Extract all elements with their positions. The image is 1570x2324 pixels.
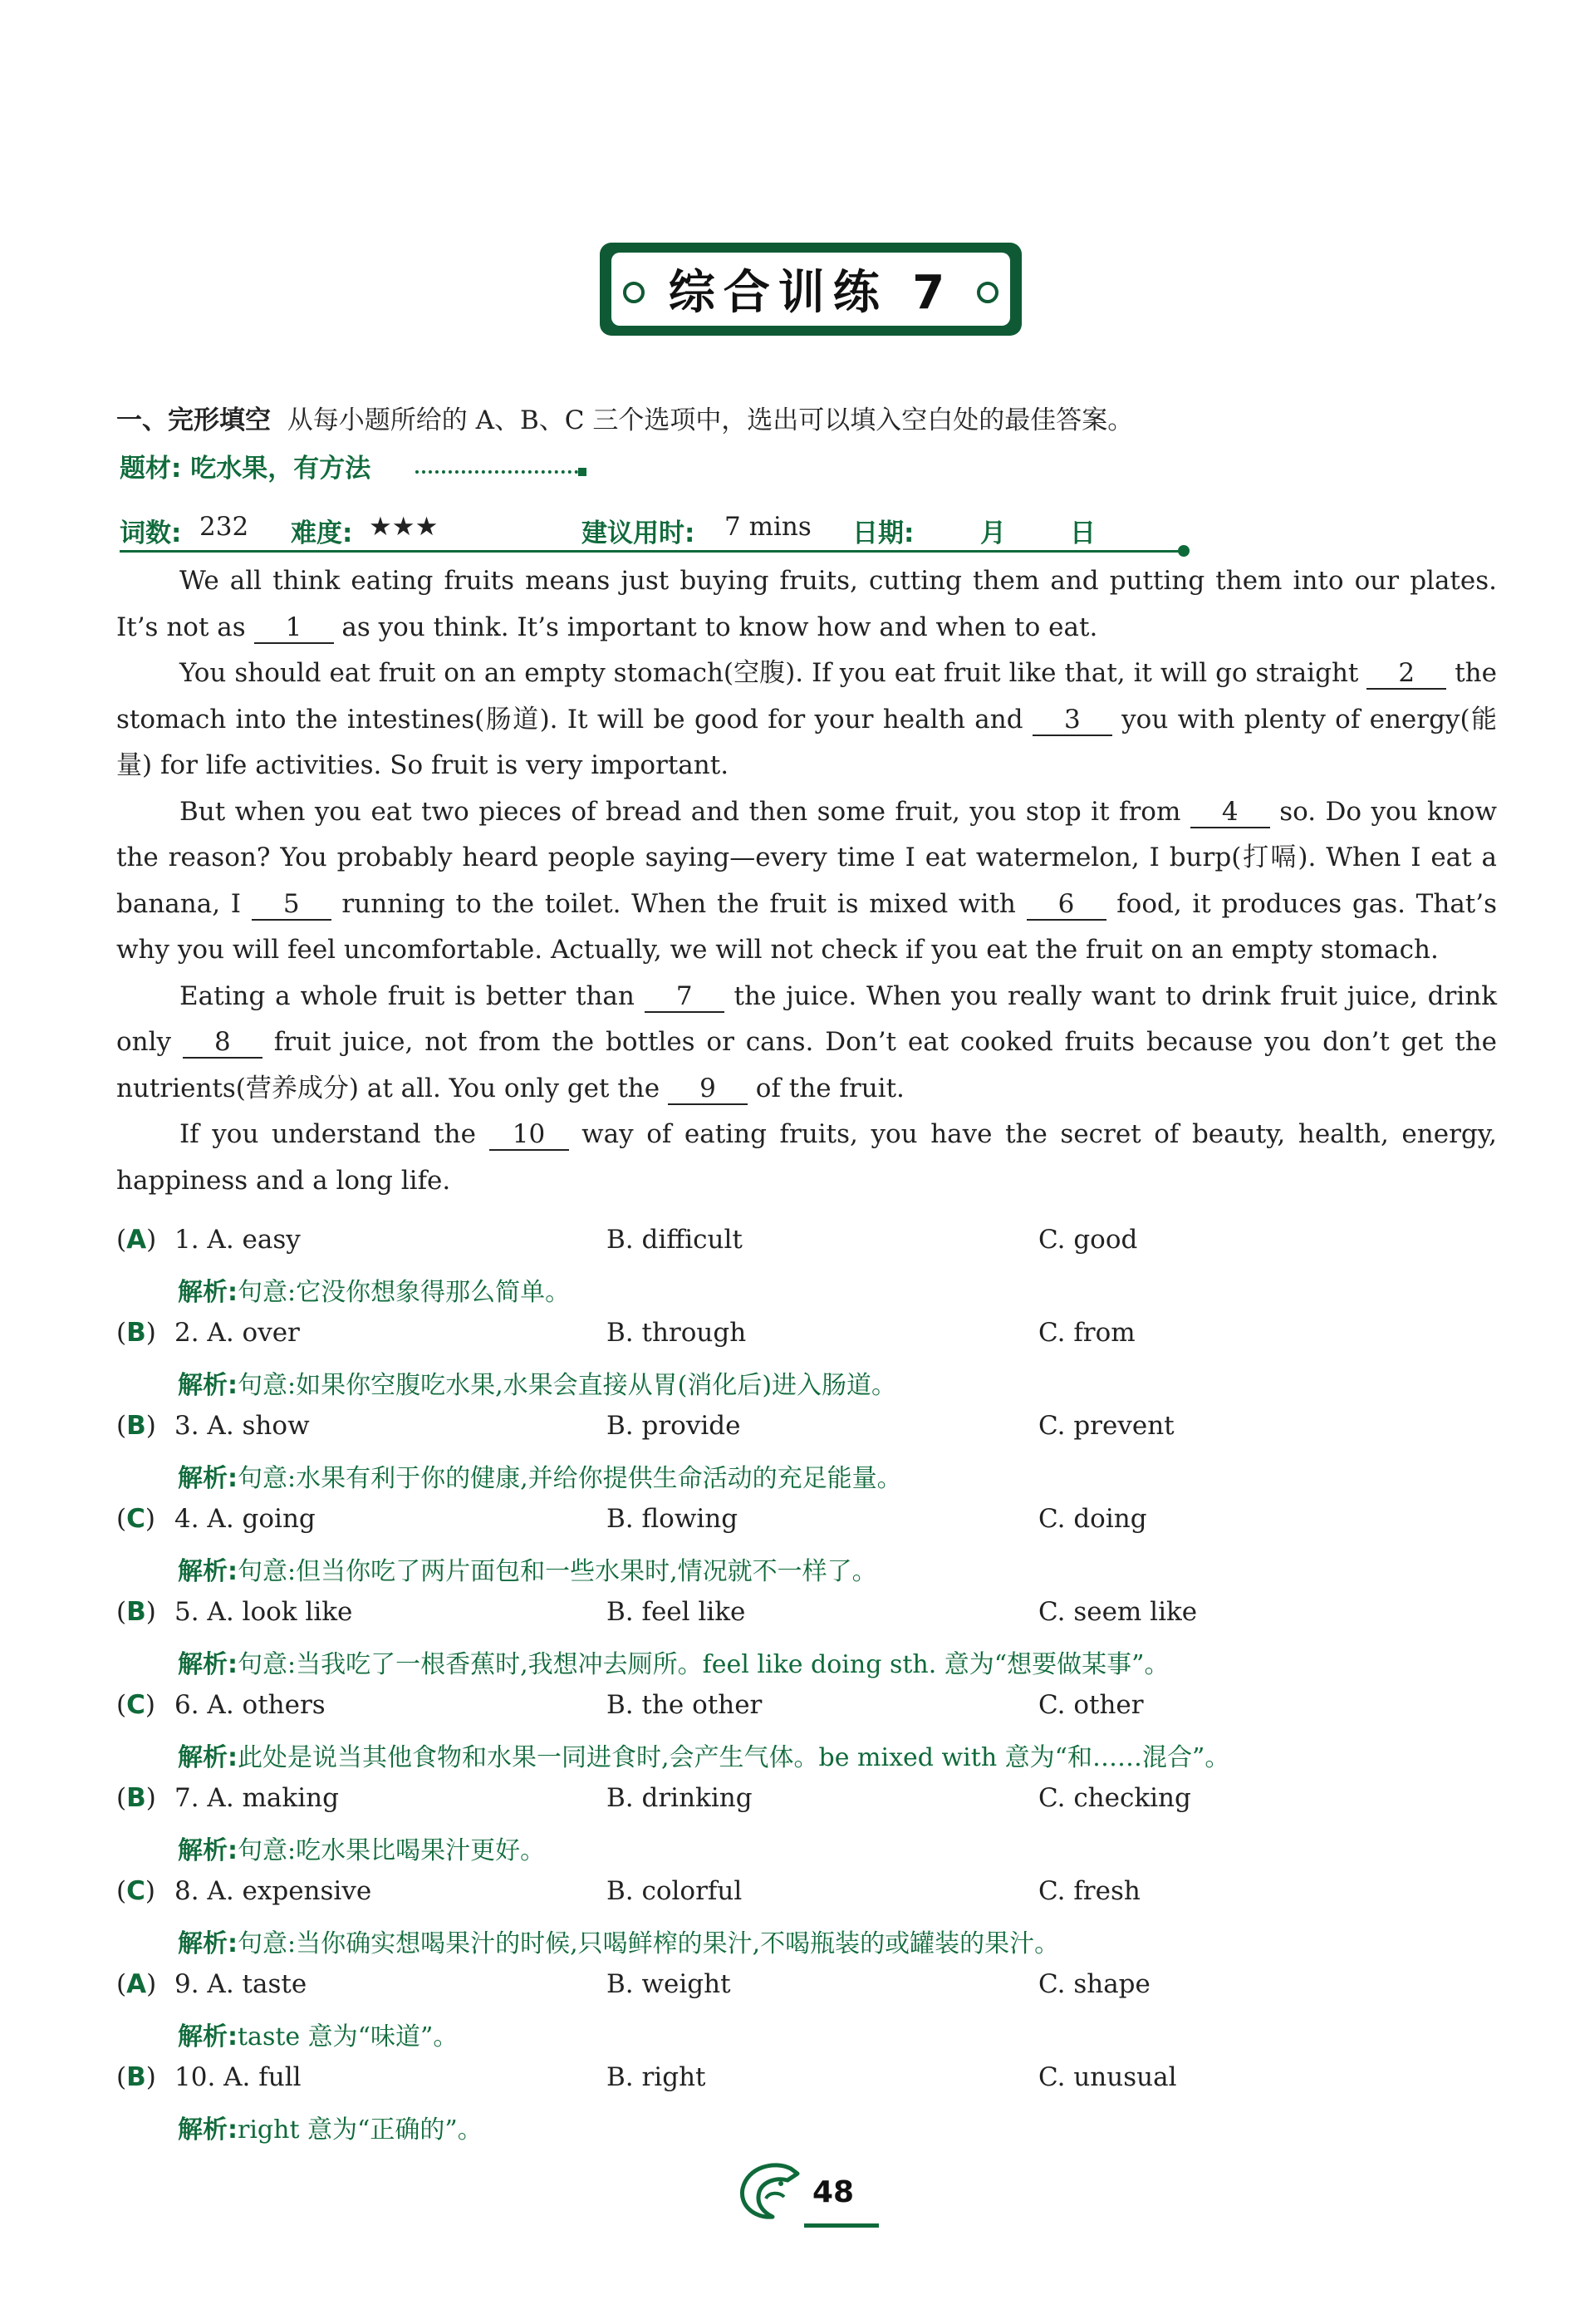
option-c: C. good	[1038, 1225, 1138, 1255]
answer-letter: A	[126, 1969, 147, 1999]
explanation-text: 此处是说当其他食物和水果一同进食时,会产生气体。be mixed with 意为“和……混合”。	[238, 1743, 1230, 1772]
explanation-label: 解析:	[178, 1650, 238, 1679]
question-row	[116, 1597, 1495, 1639]
answer-letter: C	[126, 1504, 145, 1534]
passage-text: fruit juice, not from the bottles or cans. Don’t eat cooked fruits because you don’t get the nutrients(营养成分) at all. You only get the	[116, 1027, 1497, 1103]
blank-2: 2	[1366, 658, 1446, 690]
section-header	[116, 399, 1133, 436]
explanation	[178, 1830, 1490, 1866]
option-c: C. other	[1038, 1690, 1144, 1720]
title-banner	[600, 243, 1022, 336]
answer-letter: B	[126, 1783, 146, 1813]
explanation-text: 句意:它没你想象得那么简单。	[238, 1278, 571, 1307]
explanation	[178, 1364, 1490, 1401]
option-a: 8. A. expensive	[174, 1876, 372, 1906]
option-c: C. prevent	[1038, 1411, 1175, 1441]
meta-end-dot-icon	[1178, 545, 1190, 557]
option-b: B. the other	[606, 1690, 763, 1720]
answer-paren: (B)	[116, 1597, 156, 1627]
blank-6: 6	[1027, 889, 1106, 921]
passage-paragraph-3	[116, 789, 1497, 974]
date-day: 日	[1070, 518, 1096, 548]
passage-paragraph-1	[116, 558, 1497, 651]
passage-text: as you think. It’s important to know how and when to eat.	[333, 612, 1098, 642]
meta-bar	[120, 512, 1183, 553]
passage-text: of the fruit.	[747, 1073, 905, 1103]
option-c: C. from	[1038, 1318, 1136, 1348]
blank-7: 7	[645, 981, 724, 1013]
option-c: C. unusual	[1038, 2062, 1177, 2092]
topic-label: 题材:	[120, 454, 182, 484]
option-c: C. shape	[1038, 1969, 1151, 1999]
passage-text: You should eat fruit on an empty stomach(空腹). If you eat fruit like that, it will go straight	[179, 658, 1367, 688]
answer-paren: (A)	[116, 1225, 157, 1255]
option-b: B. drinking	[606, 1783, 753, 1813]
option-c: C. checking	[1038, 1783, 1191, 1813]
section-instruction: 从每小题所给的 A、B、C 三个选项中，选出可以填入空白处的最佳答案。	[287, 405, 1134, 435]
option-b: B. flowing	[606, 1504, 738, 1534]
topic-line	[120, 447, 370, 484]
question-row	[116, 1504, 1495, 1545]
explanation-label: 解析:	[178, 2115, 238, 2145]
passage-text: If you understand the	[179, 1119, 489, 1149]
topic-end-square-icon	[578, 468, 586, 476]
date-month: 月	[980, 518, 1006, 548]
option-b: B. through	[606, 1318, 747, 1348]
word-count-label: 词数:	[120, 518, 182, 548]
blank-8: 8	[183, 1027, 262, 1059]
blank-4: 4	[1190, 797, 1270, 828]
answer-paren: (A)	[116, 1969, 157, 1999]
page-title: 综合训练 7	[668, 266, 954, 320]
cloze-passage	[116, 558, 1497, 1204]
topic-dotted-rule	[415, 470, 578, 474]
explanation-text: 句意:如果你空腹吃水果,水果会直接从胃(消化后)进入肠道。	[238, 1371, 897, 1400]
option-a: 9. A. taste	[174, 1969, 307, 1999]
option-b: B. colorful	[606, 1876, 743, 1906]
option-a: 2. A. over	[174, 1318, 300, 1348]
question-row	[116, 1876, 1495, 1918]
answer-paren: (C)	[116, 1690, 155, 1720]
answer-paren: (B)	[116, 1318, 156, 1348]
explanation	[178, 1737, 1490, 1773]
option-a: 10. A. full	[174, 2062, 302, 2092]
answer-paren: (C)	[116, 1504, 155, 1534]
option-a: 7. A. making	[174, 1783, 339, 1813]
answer-letter: A	[126, 1225, 147, 1255]
time-value: 7 mins	[724, 512, 812, 542]
explanation-label: 解析:	[178, 1929, 238, 1958]
passage-text: food, it produces gas. That’s why you will feel uncomfortable. Actually, we will not check if you eat the fruit on an empty stomach.	[116, 888, 1498, 965]
explanation-label: 解析:	[178, 1836, 238, 1865]
passage-text: We all think eating fruits means just buying fruits, cutting them and putting them into our plates. It’s not as	[116, 566, 1497, 642]
explanation-text: right 意为“正确的”。	[238, 2115, 483, 2145]
answer-paren: (C)	[116, 1876, 155, 1906]
explanation-label: 解析:	[178, 1464, 238, 1493]
question-row	[116, 1225, 1495, 1266]
banner-left-dot-icon	[623, 282, 645, 303]
option-a: 1. A. easy	[174, 1225, 301, 1255]
explanation	[178, 2016, 1490, 2052]
question-row	[116, 1318, 1495, 1359]
option-a: 3. A. show	[174, 1411, 310, 1441]
question-row	[116, 2062, 1495, 2104]
answer-letter: B	[126, 1318, 146, 1348]
section-number: 一、完形填空	[116, 405, 271, 435]
answer-letter: C	[126, 1690, 145, 1720]
passage-text: Eating a whole fruit is better than	[179, 980, 645, 1011]
page-number: 48	[812, 2175, 855, 2209]
question-row	[116, 1690, 1495, 1732]
option-b: B. provide	[606, 1411, 741, 1441]
explanation-text: 句意:吃水果比喝果汁更好。	[238, 1836, 546, 1865]
passage-paragraph-5	[116, 1112, 1497, 1204]
banner-right-dot-icon	[977, 282, 998, 303]
answer-letter: B	[126, 2062, 146, 2092]
option-b: B. weight	[606, 1969, 731, 1999]
explanation-text: 句意:但当你吃了两片面包和一些水果时,情况就不一样了。	[238, 1557, 877, 1586]
passage-text: the juice. When you really want to drink fruit juice, drink only	[116, 980, 1497, 1057]
explanation	[178, 2109, 1490, 2145]
answer-paren: (B)	[116, 2062, 156, 2092]
blank-9: 9	[668, 1074, 748, 1105]
explanation	[178, 1550, 1490, 1587]
difficulty-label: 难度:	[291, 518, 353, 548]
dolphin-logo-icon	[733, 2159, 807, 2225]
question-row	[116, 1783, 1495, 1825]
question-row	[116, 1411, 1495, 1452]
option-a: 5. A. look like	[174, 1597, 353, 1627]
section-gap	[271, 405, 287, 435]
explanation-text: 句意:当我吃了一根香蕉时,我想冲去厕所。feel like doing sth. 意为“想要做某事”。	[238, 1650, 1170, 1679]
option-b: B. feel like	[606, 1597, 746, 1627]
passage-text: running to the toilet. When the fruit is mixed with	[331, 888, 1027, 919]
answer-paren: (B)	[116, 1783, 156, 1813]
option-b: B. difficult	[606, 1225, 743, 1255]
option-c: C. seem like	[1038, 1597, 1198, 1627]
explanation-text: 句意:水果有利于你的健康,并给你提供生命活动的充足能量。	[238, 1464, 902, 1493]
passage-text: so. Do you know the reason? You probably heard people saying—every time I eat watermelon, I burp(打嗝). When I eat a banana, I	[116, 796, 1497, 919]
passage-text: the stomach into the intestines(肠道). It will be good for your health and	[116, 658, 1497, 735]
explanation-label: 解析:	[178, 2022, 238, 2051]
explanation	[178, 1923, 1490, 1959]
answer-paren: (B)	[116, 1411, 156, 1441]
passage-text: way of eating fruits, you have the secret of beauty, health, energy, happiness and a long life.	[116, 1119, 1497, 1196]
answer-letter: C	[126, 1876, 145, 1906]
blank-5: 5	[252, 889, 331, 921]
option-c: C. fresh	[1038, 1876, 1141, 1906]
passage-text: But when you eat two pieces of bread and then some fruit, you stop it from	[179, 796, 1190, 827]
blank-3: 3	[1033, 705, 1112, 736]
option-a: 6. A. others	[174, 1690, 326, 1720]
passage-paragraph-2	[116, 651, 1497, 789]
topic-value: 吃水果，有方法	[190, 454, 371, 484]
time-label: 建议用时:	[581, 518, 695, 548]
question-row	[116, 1969, 1495, 2011]
explanation-text: taste 意为“味道”。	[238, 2022, 459, 2051]
explanation	[178, 1644, 1490, 1680]
explanation	[178, 1271, 1490, 1308]
option-a: 4. A. going	[174, 1504, 316, 1534]
option-c: C. doing	[1038, 1504, 1147, 1534]
explanation-label: 解析:	[178, 1743, 238, 1772]
blank-1: 1	[254, 612, 334, 644]
footer-underline	[804, 2223, 879, 2228]
explanation-text: 句意:当你确实想喝果汁的时候,只喝鲜榨的果汁,不喝瓶装的或罐装的果汁。	[238, 1929, 1060, 1958]
date-label: 日期:	[852, 518, 915, 548]
explanation-label: 解析:	[178, 1278, 238, 1307]
explanation-label: 解析:	[178, 1371, 238, 1400]
explanation	[178, 1457, 1490, 1494]
passage-paragraph-4	[116, 974, 1497, 1113]
passage-text: you with plenty of energy(能量) for life activities. So fruit is very important.	[116, 704, 1497, 780]
option-b: B. right	[606, 2062, 706, 2092]
explanation-label: 解析:	[178, 1557, 238, 1586]
answer-letter: B	[126, 1597, 146, 1627]
blank-10: 10	[489, 1119, 569, 1151]
word-count-value: 232	[199, 512, 249, 542]
answer-letter: B	[126, 1411, 146, 1441]
title-banner-inner	[611, 253, 1010, 326]
difficulty-stars: ★★★	[369, 512, 439, 542]
